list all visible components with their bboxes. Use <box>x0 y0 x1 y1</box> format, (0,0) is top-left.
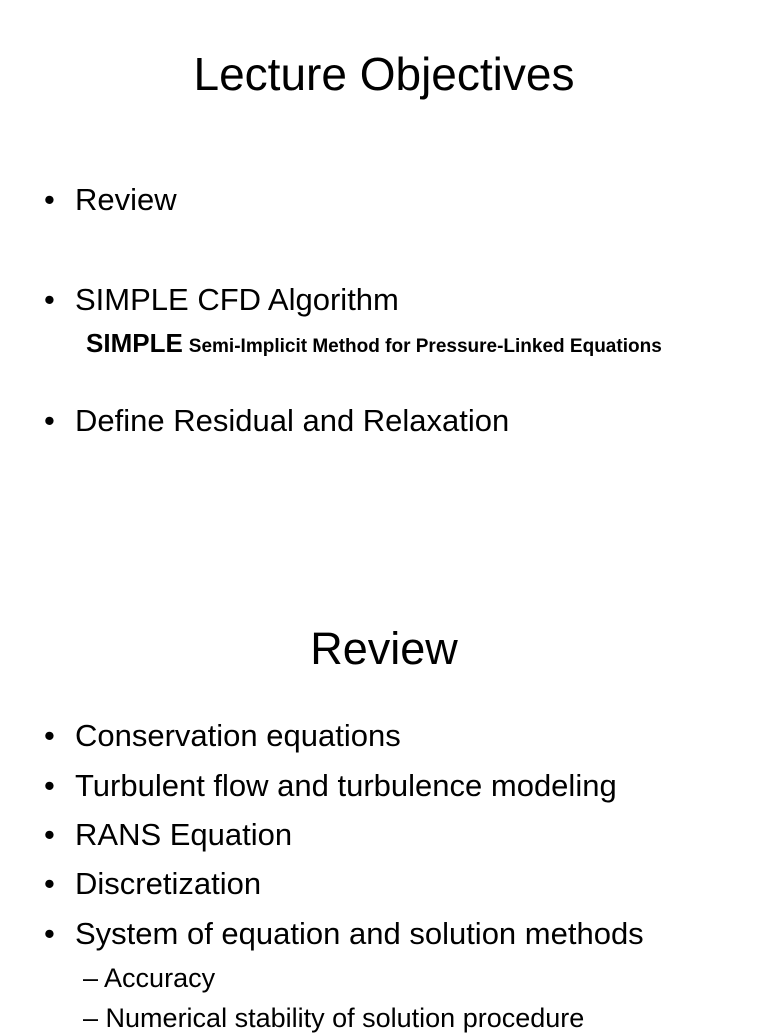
subitem-marker: – <box>83 1003 99 1033</box>
bullet-conservation-equations <box>44 720 401 751</box>
bullet-marker: • <box>44 866 55 901</box>
bullet-marker: • <box>44 916 55 951</box>
subitem-text: Numerical stability of solution procedure <box>105 1003 585 1033</box>
subitem-marker: – <box>83 963 99 993</box>
bullet-text: Turbulent flow and turbulence modeling <box>75 768 617 803</box>
bullet-marker: • <box>44 403 55 438</box>
bullet-simple-cfd-algorithm <box>44 284 399 315</box>
slide-title: Lecture Objectives <box>193 48 575 100</box>
bullet-turbulent-flow <box>44 770 617 801</box>
bullet-text: SIMPLE CFD Algorithm <box>75 282 399 317</box>
simple-acronym: SIMPLE <box>86 328 183 358</box>
simple-acronym-note <box>86 330 662 356</box>
bullet-marker: • <box>44 718 55 753</box>
slide-title: Review <box>310 623 458 674</box>
simple-expansion: Semi-Implicit Method for Pressure-Linked Equations <box>188 336 662 357</box>
bullet-discretization <box>44 868 261 899</box>
bullet-define-residual <box>44 405 509 436</box>
bullet-text: Define Residual and Relaxation <box>75 403 510 438</box>
bullet-system-of-equation <box>44 918 644 949</box>
bullet-text: System of equation and solution methods <box>75 916 644 951</box>
bullet-marker: • <box>44 182 55 217</box>
slide-review <box>0 560 768 1033</box>
bullet-text: Review <box>75 182 177 217</box>
bullet-marker: • <box>44 817 55 852</box>
bullet-text: Discretization <box>75 866 262 901</box>
bullet-review <box>44 184 177 215</box>
bullet-text: Conservation equations <box>75 718 401 753</box>
bullet-rans-equation <box>44 819 292 850</box>
subitem-text: Accuracy <box>104 963 216 993</box>
bullet-text: RANS Equation <box>75 817 293 852</box>
bullet-marker: • <box>44 282 55 317</box>
subitem-accuracy <box>83 965 215 992</box>
bullet-marker: • <box>44 768 55 803</box>
subitem-numerical-stability <box>83 1005 584 1032</box>
